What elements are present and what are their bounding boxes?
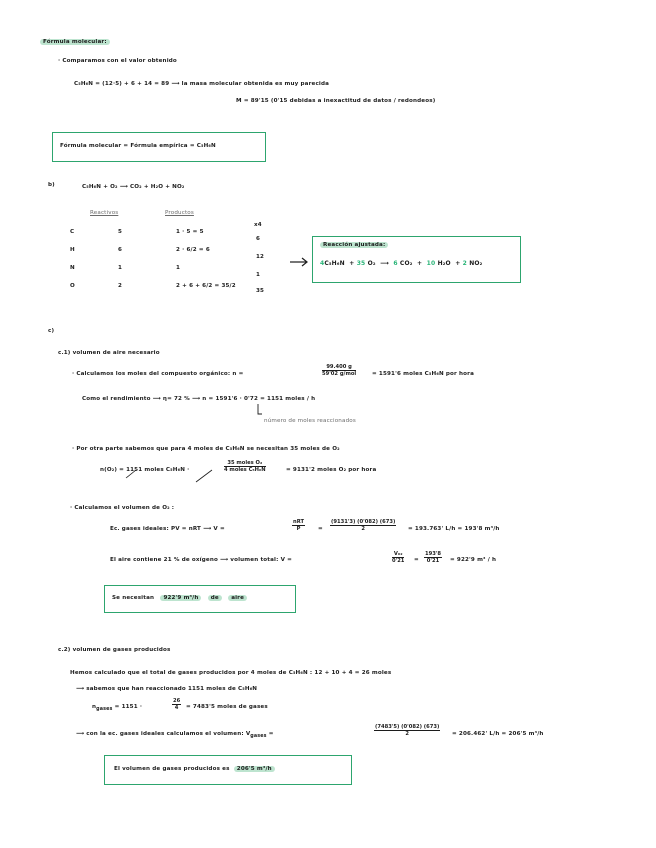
- gas-result-text: [114, 766, 275, 773]
- species-no2: NO₂: [469, 260, 483, 267]
- air-volume-result: = 922'9 m³ / h: [450, 557, 497, 563]
- equals-sign: =: [414, 557, 419, 563]
- air-result-text: [112, 595, 247, 602]
- fraction-ratio: [224, 460, 266, 473]
- air-result-value: 922'9 m³/h: [160, 595, 201, 601]
- fraction-num: (7483'5) (0'082) (673): [375, 724, 440, 730]
- gas-volume-line: [76, 731, 274, 740]
- fraction-gas-volume: [374, 724, 440, 737]
- air-content-line: El aire contiene 21 % de oxígeno ⟶ volumen total: V =: [110, 557, 292, 563]
- reactivos-h: 6: [118, 247, 123, 253]
- v-subscript: gases: [250, 734, 267, 739]
- section-b-label: b): [48, 182, 55, 188]
- ideal-gas-line: Ec. gases ideales: PV = nRT ⟶ V =: [110, 526, 225, 532]
- gas-result-value: 206'5 m³/h: [234, 766, 275, 772]
- column-productos: Productos: [165, 210, 194, 216]
- fraction-mass-molar: [322, 364, 356, 377]
- mass-calculation: C₅H₆N = (12·5) + 6 + 14 = 89 ⟶ la masa molecular obtenida es muy parecida: [74, 81, 330, 87]
- n-gases-mult: = 1151 ·: [114, 704, 143, 710]
- gas-result-prefix: El volumen de gases producidos es: [114, 766, 230, 772]
- volume-o2-result: = 193.763' L/h = 193'8 m³/h: [408, 526, 500, 532]
- balanced-equation: 4C₅H₆N + 35 O₂ ⟶ 6 CO₂ + 10 H₂O + 2 NO₂: [320, 260, 483, 267]
- fraction-volume-o2: [330, 519, 396, 532]
- balanced-title: [320, 242, 388, 249]
- fraction-den: 2: [361, 526, 365, 532]
- fraction-den: 0'21: [426, 558, 440, 564]
- fraction-air: [424, 551, 442, 564]
- fraction-num: 193'8: [425, 551, 442, 557]
- fraction-num: nRT: [293, 519, 304, 525]
- moles-pointer-icon: [258, 404, 262, 414]
- fraction-nrt: [292, 519, 305, 532]
- x4-h: 12: [256, 254, 265, 260]
- moles-result: = 1591'6 moles C₅H₆N por hora: [372, 371, 474, 377]
- subsection-c2: c.2) volumen de gases producidos: [58, 647, 171, 653]
- productos-c-text: 1 · 5 = 5: [176, 229, 204, 235]
- moles-line: · Calculamos los moles del compuesto orgánico: n =: [72, 371, 244, 377]
- fraction-num: 99.400 g: [322, 364, 356, 371]
- n-o2-line: n(O₂) = 1151 moles C₅H₆N ·: [100, 467, 190, 473]
- air-result-aire: aire: [228, 595, 247, 601]
- n-gases-result: = 7483'5 moles de gases: [186, 704, 268, 710]
- volume-o2-line: · Calculamos el volumen de O₂ :: [70, 505, 175, 511]
- productos-h: 2 · 6/2 = 6: [176, 247, 210, 253]
- fraction-den: 0'21: [392, 558, 405, 564]
- x4-label: x4: [254, 222, 262, 228]
- x4-o: 35: [256, 288, 265, 294]
- fraction-den: 59'02 g/mol: [322, 371, 357, 377]
- compare-line: · Comparamos con el valor obtenido: [58, 58, 177, 64]
- column-reactivos: Reactivos: [90, 210, 119, 216]
- n-gases-line: [92, 704, 142, 713]
- gas-volume-result: = 206.462' L/h = 206'5 m³/h: [452, 731, 544, 737]
- fraction-num: (9131'3) (0'082) (673): [331, 519, 396, 525]
- equals-sign: =: [318, 526, 323, 532]
- fraction-num: 35 moles O₂: [224, 460, 266, 467]
- moles-reaccionados-note: número de moles reaccionados: [264, 418, 356, 424]
- air-result-prefix: Se necesitan: [112, 595, 155, 601]
- fraction-num: 26: [173, 698, 181, 704]
- productos-o: 2 + 6 + 6/2 = 35/2: [176, 283, 236, 289]
- heading-text: Fórmula molecular:: [40, 39, 110, 45]
- fraction-vo2: [392, 551, 404, 564]
- air-result-de: de: [208, 595, 222, 601]
- balanced-arrow-icon: [290, 258, 307, 266]
- reactivos-c: 5: [118, 229, 123, 235]
- element-c: C: [70, 229, 75, 235]
- unbalanced-equation: C₅H₆N + O₂ ⟶ CO₂ + H₂O + NO₂: [82, 184, 185, 190]
- species-co2: CO₂: [399, 260, 413, 267]
- fraction-den: 2: [405, 731, 409, 737]
- formula-result-text: Fórmula molecular = Fórmula empírica = C₅H₆N: [60, 143, 216, 149]
- n-o2-result: = 9131'2 moles O₂ por hora: [286, 467, 377, 473]
- gas-volume-text: ⟶ con la ec. gases ideales calculamos el volumen: V: [76, 731, 251, 737]
- coef-no2: 2: [462, 260, 467, 267]
- species-h2o: H₂O: [437, 260, 451, 267]
- x4-n: 1: [256, 272, 261, 278]
- species-c5h6n: C₅H₆N: [324, 260, 345, 267]
- reacted-line: ⟶ sabemos que han reaccionado 1151 moles de C₅H₆N: [76, 686, 258, 692]
- coef-h2o: 10: [426, 260, 436, 267]
- element-h: H: [70, 247, 75, 253]
- stoichiometry-line: · Por otra parte sabemos que para 4 moles de C₅H₆N se necesitan 35 moles de O₂: [72, 446, 340, 452]
- equals-sign: =: [268, 731, 274, 737]
- section-c-label: c): [48, 328, 55, 334]
- coef-c5h6n: 4: [320, 260, 325, 267]
- x4-c: 6: [256, 236, 261, 242]
- balanced-title-text: Reacción ajustada:: [320, 242, 388, 248]
- coef-o2: 35: [356, 260, 366, 267]
- reactivos-n: 1: [118, 265, 123, 271]
- reactivos-o: 2: [118, 283, 123, 289]
- productos-n: 1: [176, 265, 181, 271]
- n-symbol: n: [92, 704, 97, 710]
- rendimiento-line: Como el rendimiento ⟶ η= 72 % ⟶ n = 1591'6 · 0'72 = 1151 moles / h: [82, 396, 316, 402]
- species-o2: O₂: [367, 260, 376, 267]
- fraction-26-4: [172, 698, 181, 711]
- mass-note: M = 89'15 (0'15 debidas a inexactitud de datos / redondeos): [236, 98, 436, 104]
- fraction-num: V₀₂: [393, 551, 403, 557]
- fraction-den: 4 moles C₅H₆N: [224, 467, 266, 473]
- subsection-c1: c.1) volumen de aire necesario: [58, 350, 160, 356]
- n-subscript: gases: [96, 707, 113, 712]
- fraction-den: 4: [174, 705, 179, 711]
- total-gases-line: Hemos calculado que el total de gases producidos por 4 moles de C₅H₆N : 12 + 10 + 4 = 26 moles: [70, 670, 392, 676]
- element-n: N: [70, 265, 75, 271]
- fraction-den: P: [296, 526, 301, 532]
- element-o: O: [70, 283, 75, 289]
- coef-co2: 6: [393, 260, 398, 267]
